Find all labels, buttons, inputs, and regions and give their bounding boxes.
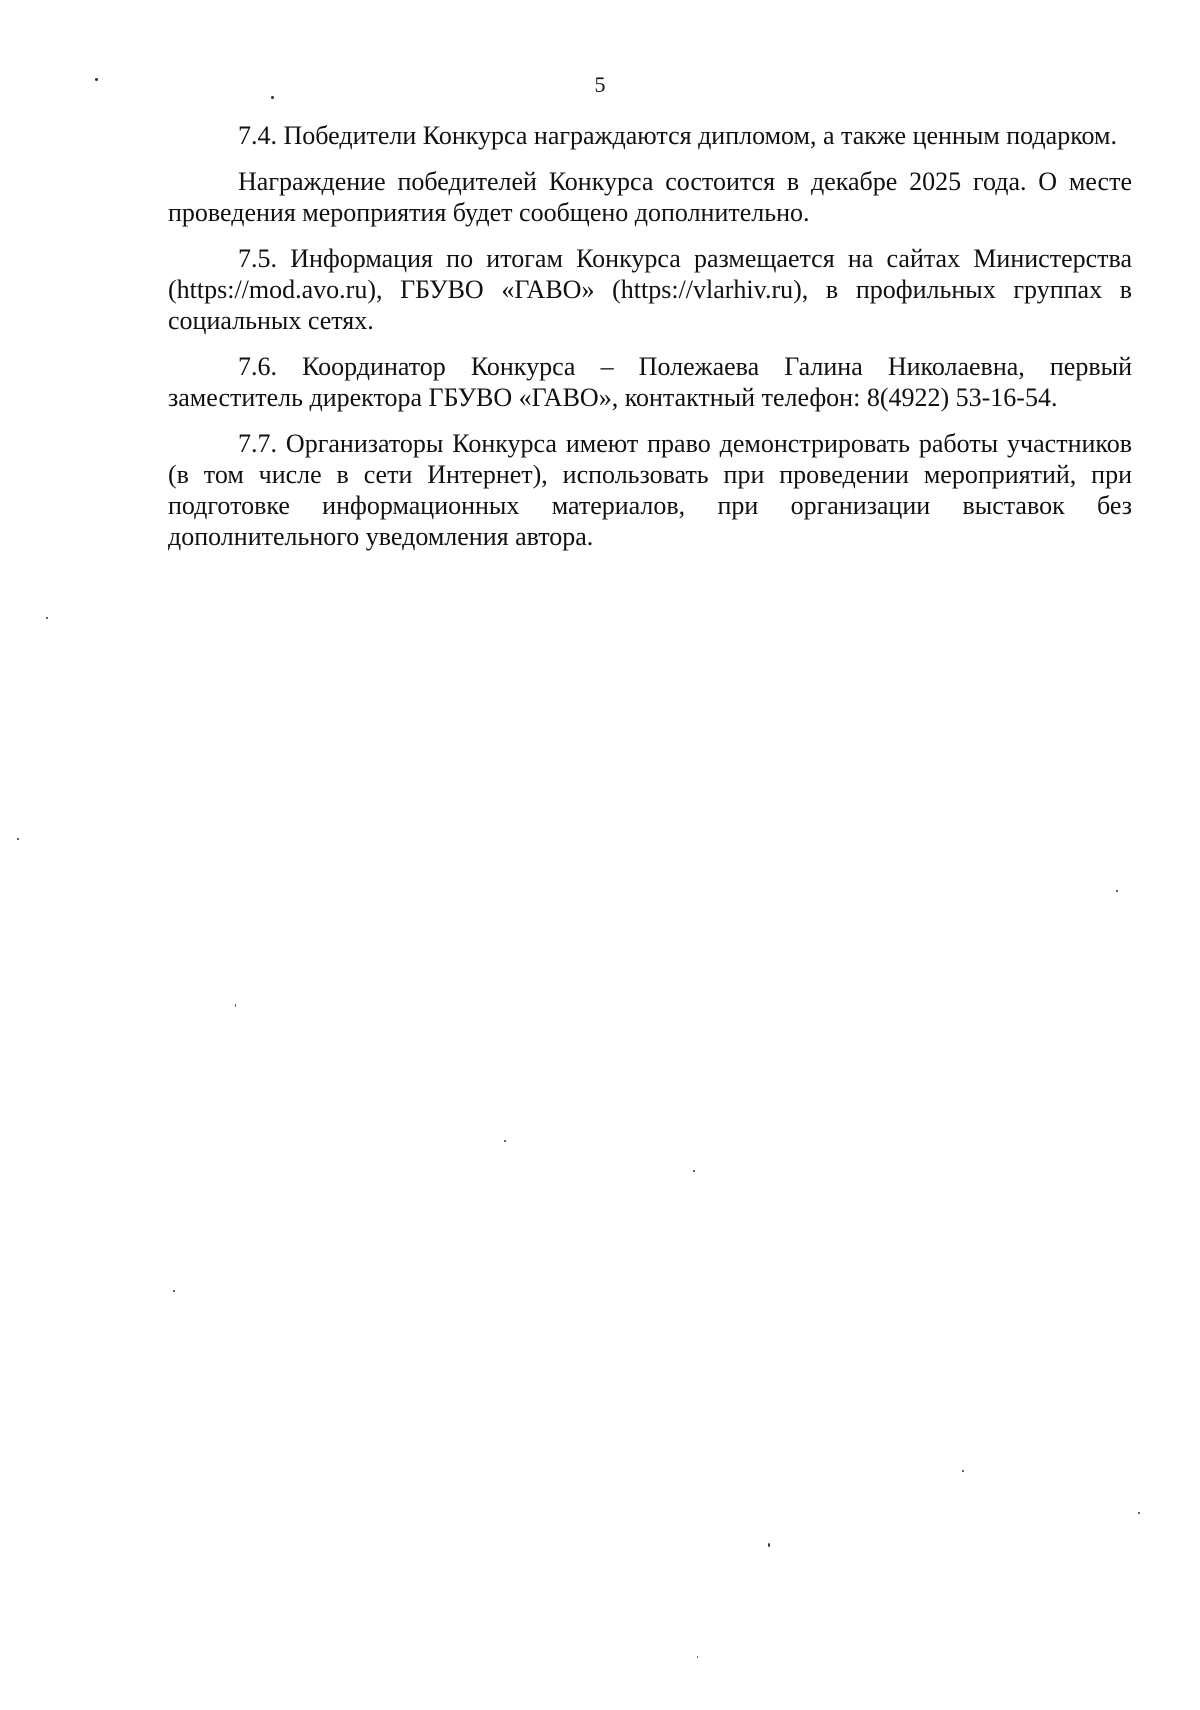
scan-speck bbox=[271, 96, 274, 99]
paragraph-7-5: 7.5. Информация по итогам Конкурса размещается на сайтах Министерства (https://mod.avo.ru), ГБУВО «ГАВО» (https://vlarhiv.ru), в профильных группах в социальных сетях. bbox=[168, 244, 1132, 335]
scan-speck bbox=[46, 617, 48, 619]
scan-speck bbox=[1116, 890, 1118, 892]
scan-speck bbox=[693, 1170, 695, 1172]
paragraph-7-4: 7.4. Победители Конкурса награждаются дипломом, а также ценным подарком. bbox=[238, 121, 1117, 150]
scan-speck bbox=[235, 1004, 236, 1007]
paragraph-7-7: 7.7. Организаторы Конкурса имеют право демонстрировать работы участников (в том числе в сети Интернет), использовать при проведении мероприятий, при подготовке информационных материалов, при организации выставок без дополнительного уведомления автора. bbox=[168, 429, 1132, 551]
paragraph-7-6: 7.6. Координатор Конкурса – Полежаева Галина Николаевна, первый заместитель директора ГБУВО «ГАВО», контактный телефон: 8(4922) 53-16-54. bbox=[168, 352, 1132, 412]
document-body bbox=[168, 120, 1132, 567]
scan-speck bbox=[17, 838, 19, 840]
scan-speck bbox=[768, 1543, 770, 1547]
scan-speck bbox=[504, 1140, 506, 1142]
scan-speck bbox=[697, 1656, 698, 1658]
scan-speck bbox=[1138, 1512, 1140, 1514]
scan-speck bbox=[95, 78, 98, 81]
scan-speck bbox=[173, 1290, 175, 1292]
page-number: 5 bbox=[594, 72, 606, 97]
paragraph-awarding: Награждение победителей Конкурса состоится в декабре 2025 года. О месте проведения мероприятия будет сообщено дополнительно. bbox=[168, 167, 1132, 227]
scan-speck bbox=[962, 1470, 964, 1472]
